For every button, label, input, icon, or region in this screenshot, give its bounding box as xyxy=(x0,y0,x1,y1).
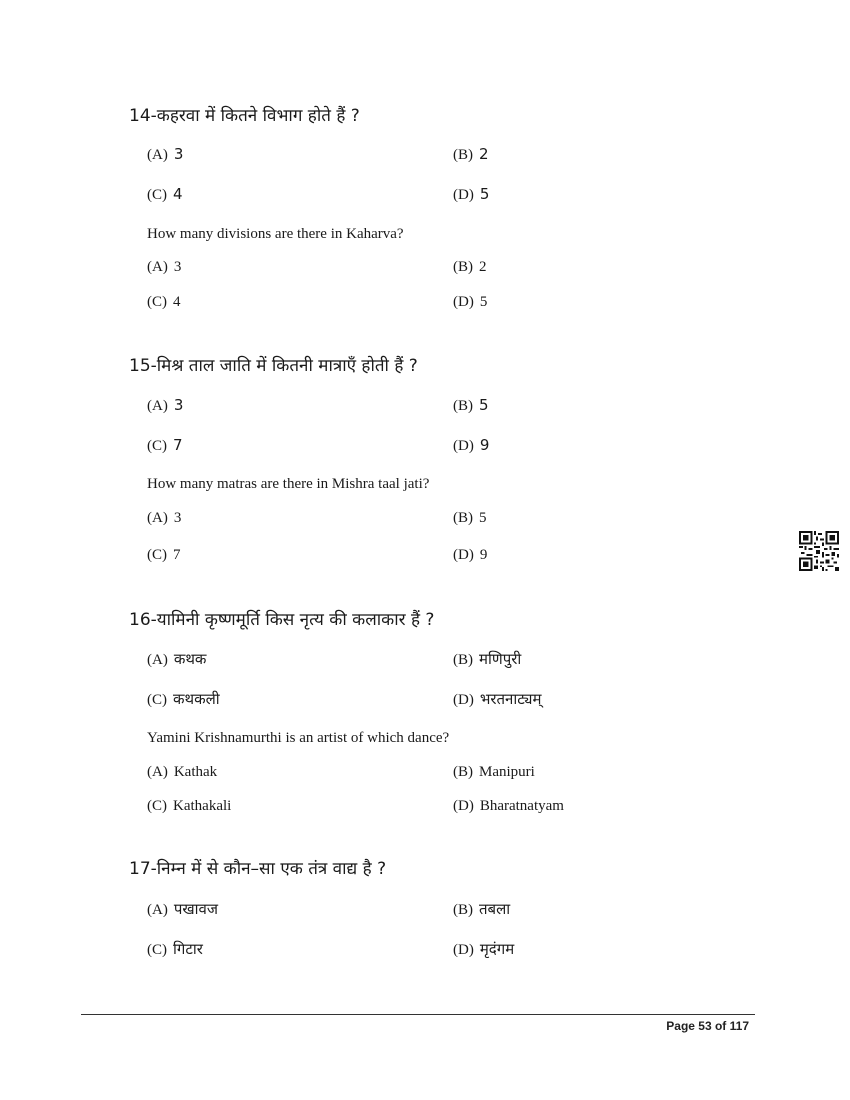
option-label: (D) xyxy=(453,798,474,814)
option-text: 4 xyxy=(173,185,183,203)
q16-option-a-hi xyxy=(147,649,206,669)
question-14-english: How many divisions are there in Kaharva? xyxy=(147,226,404,242)
option-text: भरतनाट्यम् xyxy=(479,690,542,708)
q14-option-b-hi xyxy=(453,145,489,164)
q14-option-a-hi xyxy=(147,145,183,164)
option-label: (A) xyxy=(147,147,168,163)
option-label: (D) xyxy=(453,547,474,563)
q17-option-a-hi xyxy=(147,899,218,919)
question-16-hindi: 16-यामिनी कृष्णमूर्ति किस नृत्य की कलाकार हैं ? xyxy=(129,610,435,630)
q14-option-b-en xyxy=(453,259,487,276)
q15-option-b-hi xyxy=(453,396,489,415)
q16-option-c-en xyxy=(147,798,231,815)
option-text: मृदंगम xyxy=(479,940,515,958)
q16-option-a-en xyxy=(147,764,217,781)
q16-option-c-hi xyxy=(147,689,220,709)
option-label: (A) xyxy=(147,510,168,526)
page-number: Page 53 of 117 xyxy=(666,1019,749,1033)
q14-option-d-en xyxy=(453,294,487,311)
q16-option-d-hi xyxy=(453,689,541,709)
q15-option-a-en xyxy=(147,510,181,527)
option-label: (D) xyxy=(453,438,474,454)
option-label: (B) xyxy=(453,510,473,526)
option-text: Kathakali xyxy=(173,798,232,814)
q14-option-a-en xyxy=(147,259,181,276)
option-label: (B) xyxy=(453,259,473,275)
q14-option-c-en xyxy=(147,294,181,311)
option-label: (D) xyxy=(453,942,474,958)
question-14-hindi: 14-कहरवा में कितने विभाग होते हैं ? xyxy=(129,106,360,126)
option-label: (A) xyxy=(147,652,168,668)
option-label: (C) xyxy=(147,547,167,563)
option-text: कथकली xyxy=(173,690,220,708)
q16-option-d-en xyxy=(453,798,564,815)
q15-option-d-en xyxy=(453,547,487,564)
option-text: 3 xyxy=(173,145,184,163)
option-label: (C) xyxy=(147,798,167,814)
option-text: मणिपुरी xyxy=(479,650,522,668)
q15-option-d-hi xyxy=(453,436,489,455)
q16-option-b-hi xyxy=(453,649,521,669)
q14-option-c-hi xyxy=(147,185,183,204)
option-text: Kathak xyxy=(173,764,218,780)
option-text: कथक xyxy=(173,650,207,668)
option-label: (B) xyxy=(453,398,473,414)
option-text: गिटार xyxy=(173,940,203,958)
option-label: (C) xyxy=(147,942,167,958)
q15-option-a-hi xyxy=(147,396,183,415)
option-label: (A) xyxy=(147,764,168,780)
option-text: 5 xyxy=(479,510,487,526)
option-label: (B) xyxy=(453,764,473,780)
option-text: 7 xyxy=(173,547,181,563)
option-text: तबला xyxy=(479,900,511,918)
footer-divider xyxy=(81,1014,755,1015)
option-label: (B) xyxy=(453,147,473,163)
option-label: (C) xyxy=(147,692,167,708)
option-text: Manipuri xyxy=(479,764,535,780)
option-text: पखावज xyxy=(173,900,218,918)
option-label: (C) xyxy=(147,294,167,310)
option-label: (A) xyxy=(147,398,168,414)
option-text: 3 xyxy=(173,259,182,275)
question-16-english: Yamini Krishnamurthi is an artist of which dance? xyxy=(147,730,450,746)
option-label: (B) xyxy=(453,652,473,668)
option-label: (C) xyxy=(147,187,167,203)
option-label: (A) xyxy=(147,902,168,918)
option-label: (C) xyxy=(147,438,167,454)
option-label: (D) xyxy=(453,692,474,708)
option-text: 5 xyxy=(479,294,488,310)
q15-option-c-hi xyxy=(147,436,183,455)
q17-option-d-hi xyxy=(453,939,514,959)
option-label: (A) xyxy=(147,259,168,275)
question-15-english: How many matras are there in Mishra taal jati? xyxy=(147,476,430,492)
question-15-hindi: 15-मिश्र ताल जाति में कितनी मात्राएँ होती हैं ? xyxy=(129,356,418,376)
option-text: 5 xyxy=(479,185,490,203)
option-text: 3 xyxy=(173,396,184,414)
q16-option-b-en xyxy=(453,764,535,781)
option-label: (D) xyxy=(453,187,474,203)
option-text: 9 xyxy=(479,547,488,563)
q17-option-c-hi xyxy=(147,939,203,959)
option-text: 4 xyxy=(173,294,181,310)
option-text: 9 xyxy=(479,436,490,454)
q14-option-d-hi xyxy=(453,185,489,204)
question-17-hindi: 17-निम्न में से कौन–सा एक तंत्र वाद्य है ? xyxy=(129,859,387,879)
option-label: (B) xyxy=(453,902,473,918)
option-text: 5 xyxy=(479,396,489,414)
q15-option-b-en xyxy=(453,510,487,527)
option-text: 3 xyxy=(173,510,182,526)
q17-option-b-hi xyxy=(453,899,510,919)
q15-option-c-en xyxy=(147,547,181,564)
option-label: (D) xyxy=(453,294,474,310)
option-text: Bharatnatyam xyxy=(479,798,564,814)
option-text: 2 xyxy=(479,145,489,163)
option-text: 7 xyxy=(173,436,183,454)
qr-code-icon xyxy=(799,531,839,571)
option-text: 2 xyxy=(479,259,487,275)
